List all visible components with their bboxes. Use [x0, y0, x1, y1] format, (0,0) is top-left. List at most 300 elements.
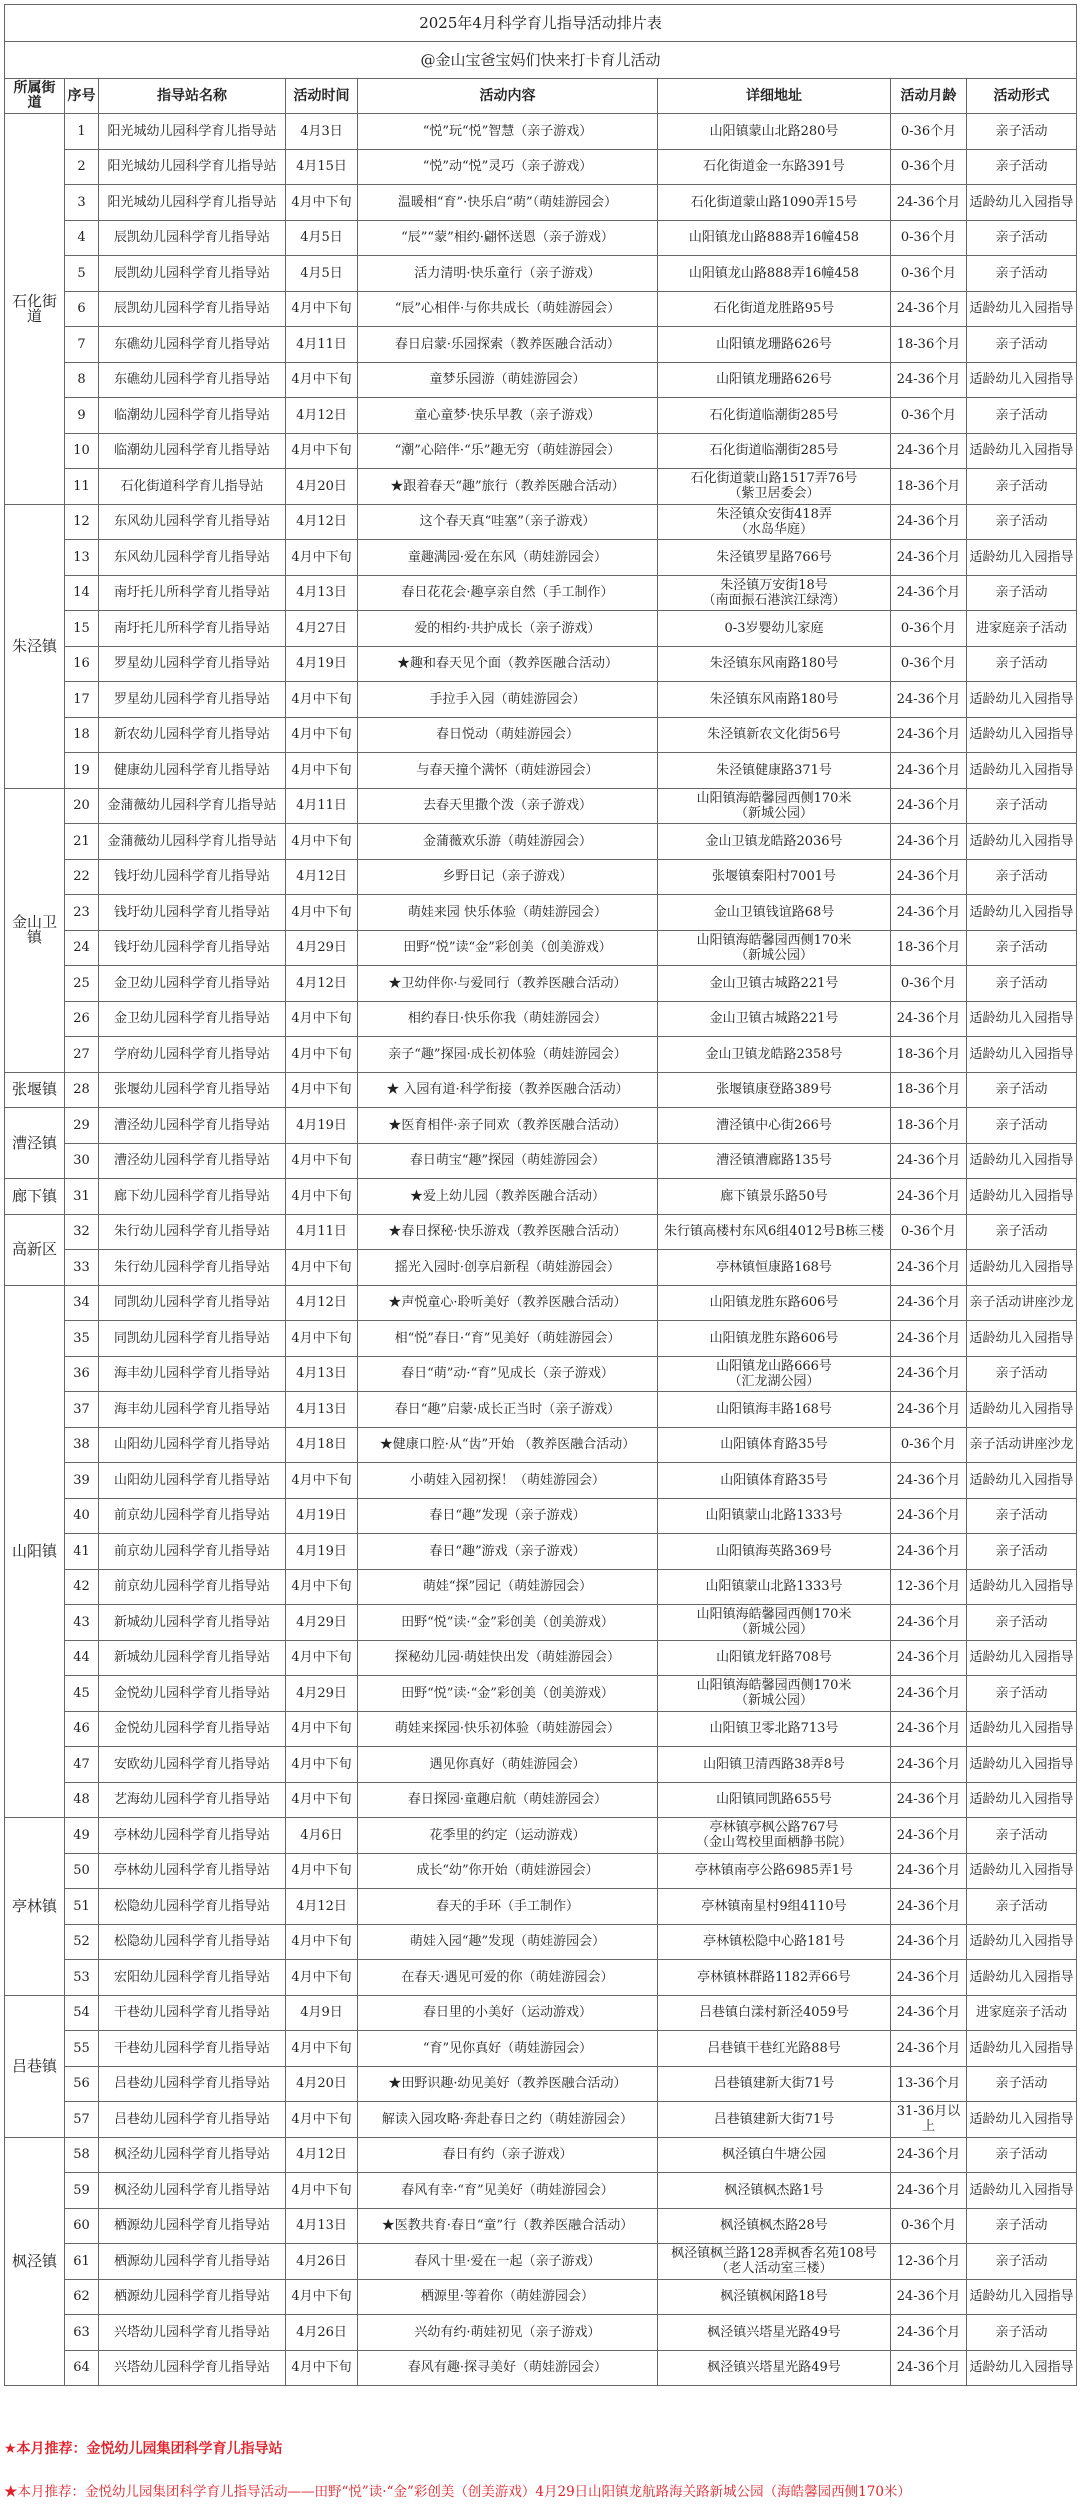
row-number: 1	[65, 114, 99, 150]
table-row	[5, 540, 1077, 576]
activity-content: 春日启蒙·乐园探索（教养医融合活动）	[358, 327, 658, 363]
activity-time: 4月29日	[286, 930, 358, 966]
address: 0-3岁婴幼儿家庭	[658, 611, 891, 647]
activity-time: 4月13日	[286, 2208, 358, 2244]
station-name: 海丰幼儿园科学育儿指导站	[99, 1392, 286, 1428]
street-cell: 吕巷镇	[5, 1995, 65, 2137]
activity-content: 春日“趣”游戏（亲子游戏）	[358, 1534, 658, 1570]
table-row	[5, 1605, 1077, 1641]
address: 山阳镇卫清西路38弄8号	[658, 1747, 891, 1783]
activity-content: 小萌娃入园初探！（萌娃游园会）	[358, 1463, 658, 1499]
activity-content: 爱的相约·共护成长（亲子游戏）	[358, 611, 658, 647]
address: 枫泾镇枫闲路18号	[658, 2279, 891, 2315]
activity-format: 适龄幼儿入园指导	[967, 185, 1077, 221]
table-row	[5, 1711, 1077, 1747]
age-range: 24-36个月	[891, 2279, 967, 2315]
recommend-detail: ★本月推荐：金悦幼儿园集团科学育儿指导活动——田野“悦”读·“金”彩创美（创美游戏）4月29日山阳镇龙航路海关路新城公园（海皓馨园西侧170米）	[4, 2484, 911, 2500]
table-row	[5, 2102, 1077, 2138]
street-cell: 朱泾镇	[5, 504, 65, 788]
address: 朱泾镇罗星路766号	[658, 540, 891, 576]
street-cell: 山阳镇	[5, 1285, 65, 1818]
address: 亭林镇亭枫公路767号 （金山驾校里面栖静书院）	[658, 1818, 891, 1854]
address: 朱泾镇万安街18号 （南面振石港滨江绿湾）	[658, 575, 891, 611]
age-range: 24-36个月	[891, 1676, 967, 1712]
column-header: 活动内容	[358, 79, 658, 114]
address: 亭林镇南亭公路6985弄1号	[658, 1853, 891, 1889]
station-name: 栖源幼儿园科学育儿指导站	[99, 2208, 286, 2244]
age-range: 24-36个月	[891, 1924, 967, 1960]
address: 张堰镇秦阳村7001号	[658, 859, 891, 895]
row-number: 16	[65, 646, 99, 682]
table-row	[5, 1001, 1077, 1037]
activity-format: 亲子活动	[967, 2244, 1077, 2280]
activity-content: 春日萌宝“趣”探园（萌娃游园会）	[358, 1143, 658, 1179]
activity-content: 春风十里·爱在一起（亲子游戏）	[358, 2244, 658, 2280]
table-row	[5, 1321, 1077, 1357]
activity-time: 4月11日	[286, 327, 358, 363]
activity-time: 4月中下旬	[286, 2350, 358, 2386]
address: 朱泾镇健康路371号	[658, 753, 891, 789]
activity-format: 亲子活动	[967, 2315, 1077, 2351]
address: 山阳镇海英路369号	[658, 1534, 891, 1570]
row-number: 64	[65, 2350, 99, 2386]
activity-format: 亲子活动	[967, 149, 1077, 185]
table-row	[5, 1143, 1077, 1179]
age-range: 24-36个月	[891, 1782, 967, 1818]
activity-format: 适龄幼儿入园指导	[967, 1711, 1077, 1747]
age-range: 18-36个月	[891, 930, 967, 966]
activity-content: 萌娃入园“趣”发现（萌娃游园会）	[358, 1924, 658, 1960]
table-row	[5, 646, 1077, 682]
row-number: 54	[65, 1995, 99, 2031]
row-number: 41	[65, 1534, 99, 1570]
age-range: 0-36个月	[891, 1214, 967, 1250]
address: 枫泾镇枫兰路128弄枫香名苑108号 （老人活动室三楼）	[658, 2244, 891, 2280]
row-number: 13	[65, 540, 99, 576]
table-row	[5, 1747, 1077, 1783]
row-number: 2	[65, 149, 99, 185]
station-name: 兴塔幼儿园科学育儿指导站	[99, 2350, 286, 2386]
activity-content: 栖源里·等着你（萌娃游园会）	[358, 2279, 658, 2315]
table-row	[5, 1356, 1077, 1392]
row-number: 63	[65, 2315, 99, 2351]
activity-format: 亲子活动	[967, 398, 1077, 434]
activity-time: 4月11日	[286, 788, 358, 824]
age-range: 24-36个月	[891, 1463, 967, 1499]
activity-time: 4月3日	[286, 114, 358, 150]
row-number: 29	[65, 1108, 99, 1144]
street-cell: 漕泾镇	[5, 1108, 65, 1179]
address: 石化街道龙胜路95号	[658, 291, 891, 327]
row-number: 31	[65, 1179, 99, 1215]
address: 金山卫镇古城路221号	[658, 966, 891, 1002]
station-name: 钱圩幼儿园科学育儿指导站	[99, 859, 286, 895]
activity-time: 4月26日	[286, 2315, 358, 2351]
table-row	[5, 1782, 1077, 1818]
activity-format: 亲子活动	[967, 859, 1077, 895]
activity-time: 4月5日	[286, 220, 358, 256]
row-number: 5	[65, 256, 99, 292]
table-row	[5, 824, 1077, 860]
activity-format: 适龄幼儿入园指导	[967, 1782, 1077, 1818]
address: 山阳镇龙胜东路606号	[658, 1321, 891, 1357]
activity-time: 4月13日	[286, 1356, 358, 1392]
table-row	[5, 575, 1077, 611]
age-range: 12-36个月	[891, 1569, 967, 1605]
activity-time: 4月中下旬	[286, 2279, 358, 2315]
activity-format: 适龄幼儿入园指导	[967, 2350, 1077, 2386]
station-name: 临潮幼儿园科学育儿指导站	[99, 433, 286, 469]
address: 枫泾镇兴塔星光路49号	[658, 2350, 891, 2386]
age-range: 24-36个月	[891, 1285, 967, 1321]
table-row	[5, 1108, 1077, 1144]
address: 金山卫镇古城路221号	[658, 1001, 891, 1037]
activity-format: 适龄幼儿入园指导	[967, 1143, 1077, 1179]
activity-format: 亲子活动	[967, 469, 1077, 505]
table-row	[5, 1995, 1077, 2031]
row-number: 20	[65, 788, 99, 824]
activity-time: 4月中下旬	[286, 1924, 358, 1960]
age-range: 24-36个月	[891, 1818, 967, 1854]
table-row	[5, 220, 1077, 256]
activity-content: 相约春日·快乐你我（萌娃游园会）	[358, 1001, 658, 1037]
activity-content: ★医育相伴·亲子同欢（教养医融合活动）	[358, 1108, 658, 1144]
activity-time: 4月12日	[286, 504, 358, 540]
address: 漕泾镇中心街266号	[658, 1108, 891, 1144]
activity-content: “育”见你真好（萌娃游园会）	[358, 2031, 658, 2067]
table-row	[5, 895, 1077, 931]
activity-time: 4月13日	[286, 575, 358, 611]
station-name: 枫泾幼儿园科学育儿指导站	[99, 2173, 286, 2209]
row-number: 30	[65, 1143, 99, 1179]
activity-content: 遇见你真好（萌娃游园会）	[358, 1747, 658, 1783]
age-range: 18-36个月	[891, 1072, 967, 1108]
station-name: 钱圩幼儿园科学育儿指导站	[99, 930, 286, 966]
activity-format: 适龄幼儿入园指导	[967, 2279, 1077, 2315]
station-name: 松隐幼儿园科学育儿指导站	[99, 1924, 286, 1960]
column-header: 所属街道	[5, 79, 65, 114]
table-row	[5, 966, 1077, 1002]
table-row	[5, 753, 1077, 789]
row-number: 8	[65, 362, 99, 398]
row-number: 49	[65, 1818, 99, 1854]
activity-content: 与春天撞个满怀（萌娃游园会）	[358, 753, 658, 789]
activity-time: 4月中下旬	[286, 1853, 358, 1889]
activity-time: 4月20日	[286, 2066, 358, 2102]
age-range: 24-36个月	[891, 1534, 967, 1570]
age-range: 18-36个月	[891, 327, 967, 363]
age-range: 0-36个月	[891, 1427, 967, 1463]
age-range: 24-36个月	[891, 1960, 967, 1996]
activity-content: 田野“悦”读·“金”彩创美（创美游戏）	[358, 1676, 658, 1712]
address: 山阳镇龙山路666号 （汇龙湖公园）	[658, 1356, 891, 1392]
age-range: 24-36个月	[891, 859, 967, 895]
table-row	[5, 930, 1077, 966]
station-name: 张堰幼儿园科学育儿指导站	[99, 1072, 286, 1108]
schedule-table	[4, 4, 1077, 2386]
activity-content: “悦”玩“悦”智慧（亲子游戏）	[358, 114, 658, 150]
activity-time: 4月27日	[286, 611, 358, 647]
address: 山阳镇海皓馨园西侧170米 （新城公园）	[658, 930, 891, 966]
station-name: 前京幼儿园科学育儿指导站	[99, 1534, 286, 1570]
activity-content: “辰”心相伴·与你共成长（萌娃游园会）	[358, 291, 658, 327]
activity-content: “辰”“蒙”相约·翩怀送恩（亲子游戏）	[358, 220, 658, 256]
age-range: 24-36个月	[891, 2350, 967, 2386]
activity-time: 4月中下旬	[286, 1747, 358, 1783]
activity-content: ★声悦童心·聆听美好（教养医融合活动）	[358, 1285, 658, 1321]
address: 漕泾镇漕廊路135号	[658, 1143, 891, 1179]
activity-content: 这个春天真“哇塞”（亲子游戏）	[358, 504, 658, 540]
activity-content: 春日“趣”发现（亲子游戏）	[358, 1498, 658, 1534]
age-range: 24-36个月	[891, 1853, 967, 1889]
address: 金山卫镇钱谊路68号	[658, 895, 891, 931]
row-number: 37	[65, 1392, 99, 1428]
row-number: 57	[65, 2102, 99, 2138]
activity-time: 4月19日	[286, 646, 358, 682]
activity-content: ★趣和春天见个面（教养医融合活动）	[358, 646, 658, 682]
activity-content: “潮”心陪伴·“乐”趣无穷（萌娃游园会）	[358, 433, 658, 469]
table-row	[5, 1037, 1077, 1073]
row-number: 7	[65, 327, 99, 363]
table-row	[5, 362, 1077, 398]
age-range: 24-36个月	[891, 1711, 967, 1747]
station-name: 辰凯幼儿园科学育儿指导站	[99, 220, 286, 256]
activity-format: 适龄幼儿入园指导	[967, 1392, 1077, 1428]
table-row	[5, 2350, 1077, 2386]
activity-content: 童心童梦·快乐早教（亲子游戏）	[358, 398, 658, 434]
address: 石化街道临潮街285号	[658, 398, 891, 434]
address: 山阳镇同凯路655号	[658, 1782, 891, 1818]
activity-format: 亲子活动	[967, 504, 1077, 540]
table-row	[5, 2066, 1077, 2102]
station-name: 栖源幼儿园科学育儿指导站	[99, 2279, 286, 2315]
row-number: 61	[65, 2244, 99, 2280]
address: 金山卫镇龙皓路2036号	[658, 824, 891, 860]
activity-content: 金蒲薇欢乐游（萌娃游园会）	[358, 824, 658, 860]
station-name: 漕泾幼儿园科学育儿指导站	[99, 1143, 286, 1179]
row-number: 9	[65, 398, 99, 434]
station-name: 栖源幼儿园科学育儿指导站	[99, 2244, 286, 2280]
row-number: 51	[65, 1889, 99, 1925]
station-name: 东礁幼儿园科学育儿指导站	[99, 362, 286, 398]
address: 朱行镇高楼村东风6组4012号B栋三楼	[658, 1214, 891, 1250]
row-number: 58	[65, 2137, 99, 2173]
activity-format: 适龄幼儿入园指导	[967, 1037, 1077, 1073]
table-row	[5, 2137, 1077, 2173]
table-row	[5, 1179, 1077, 1215]
age-range: 24-36个月	[891, 1143, 967, 1179]
station-name: 新城幼儿园科学育儿指导站	[99, 1605, 286, 1641]
row-number: 36	[65, 1356, 99, 1392]
age-range: 24-36个月	[891, 1321, 967, 1357]
row-number: 17	[65, 682, 99, 718]
station-name: 新城幼儿园科学育儿指导站	[99, 1640, 286, 1676]
address: 朱泾镇东风南路180号	[658, 646, 891, 682]
station-name: 亭林幼儿园科学育儿指导站	[99, 1818, 286, 1854]
column-header: 指导站名称	[99, 79, 286, 114]
address: 石化街道临潮街285号	[658, 433, 891, 469]
address: 山阳镇海皓馨园西侧170米 （新城公园）	[658, 788, 891, 824]
table-row	[5, 611, 1077, 647]
row-number: 33	[65, 1250, 99, 1286]
activity-content: 温暖相“育”·快乐启“萌”（萌娃游园会）	[358, 185, 658, 221]
table-row	[5, 1818, 1077, 1854]
row-number: 47	[65, 1747, 99, 1783]
activity-time: 4月中下旬	[286, 895, 358, 931]
table-row	[5, 504, 1077, 540]
activity-time: 4月中下旬	[286, 1072, 358, 1108]
activity-content: ★春日探秘·快乐游戏（教养医融合活动）	[358, 1214, 658, 1250]
activity-format: 适龄幼儿入园指导	[967, 824, 1077, 860]
station-name: 南圩托儿所科学育儿指导站	[99, 611, 286, 647]
activity-format: 适龄幼儿入园指导	[967, 895, 1077, 931]
address: 枫泾镇枫杰路1号	[658, 2173, 891, 2209]
row-number: 60	[65, 2208, 99, 2244]
table-row	[5, 1285, 1077, 1321]
activity-content: 春日“萌”动·“育”见成长（亲子游戏）	[358, 1356, 658, 1392]
station-name: 临潮幼儿园科学育儿指导站	[99, 398, 286, 434]
station-name: 石化街道科学育儿指导站	[99, 469, 286, 505]
age-range: 0-36个月	[891, 611, 967, 647]
station-name: 山阳幼儿园科学育儿指导站	[99, 1463, 286, 1499]
age-range: 0-36个月	[891, 149, 967, 185]
activity-format: 亲子活动	[967, 1889, 1077, 1925]
station-name: 前京幼儿园科学育儿指导站	[99, 1569, 286, 1605]
activity-format: 适龄幼儿入园指导	[967, 1321, 1077, 1357]
activity-time: 4月中下旬	[286, 717, 358, 753]
row-number: 43	[65, 1605, 99, 1641]
row-number: 48	[65, 1782, 99, 1818]
row-number: 26	[65, 1001, 99, 1037]
address: 山阳镇海皓馨园西侧170米 （新城公园）	[658, 1605, 891, 1641]
row-number: 25	[65, 966, 99, 1002]
activity-format: 适龄幼儿入园指导	[967, 753, 1077, 789]
activity-content: 童梦乐园游（萌娃游园会）	[358, 362, 658, 398]
activity-format: 亲子活动	[967, 788, 1077, 824]
activity-format: 亲子活动	[967, 220, 1077, 256]
recommend-title: ★本月推荐：金悦幼儿园集团科学育儿指导站	[4, 2441, 283, 2457]
age-range: 24-36个月	[891, 682, 967, 718]
station-name: 朱行幼儿园科学育儿指导站	[99, 1250, 286, 1286]
activity-format: 适龄幼儿入园指导	[967, 2102, 1077, 2138]
activity-format: 亲子活动	[967, 114, 1077, 150]
age-range: 24-36个月	[891, 575, 967, 611]
table-row	[5, 1640, 1077, 1676]
table-row	[5, 1924, 1077, 1960]
activity-content: 春日探园·童趣启航（萌娃游园会）	[358, 1782, 658, 1818]
address: 山阳镇海丰路168号	[658, 1392, 891, 1428]
activity-content: ★健康口腔·从“齿”开始 （教养医融合活动）	[358, 1427, 658, 1463]
activity-format: 适龄幼儿入园指导	[967, 717, 1077, 753]
row-number: 11	[65, 469, 99, 505]
age-range: 24-36个月	[891, 1179, 967, 1215]
activity-content: ★医教共育·春日“童”行（教养医融合活动）	[358, 2208, 658, 2244]
activity-format: 亲子活动	[967, 575, 1077, 611]
activity-format: 亲子活动	[967, 646, 1077, 682]
activity-time: 4月中下旬	[286, 291, 358, 327]
row-number: 27	[65, 1037, 99, 1073]
address: 枫泾镇枫杰路28号	[658, 2208, 891, 2244]
activity-time: 4月6日	[286, 1818, 358, 1854]
activity-content: 活力清明·快乐童行（亲子游戏）	[358, 256, 658, 292]
table-row	[5, 1214, 1077, 1250]
age-range: 24-36个月	[891, 2031, 967, 2067]
station-name: 南圩托儿所科学育儿指导站	[99, 575, 286, 611]
age-range: 24-36个月	[891, 1392, 967, 1428]
station-name: 干巷幼儿园科学育儿指导站	[99, 1995, 286, 2031]
row-number: 50	[65, 1853, 99, 1889]
activity-content: 萌娃来园 快乐体验（萌娃游园会）	[358, 895, 658, 931]
activity-time: 4月12日	[286, 966, 358, 1002]
activity-format: 亲子活动	[967, 1214, 1077, 1250]
station-name: 钱圩幼儿园科学育儿指导站	[99, 895, 286, 931]
activity-time: 4月12日	[286, 1889, 358, 1925]
table-row	[5, 1463, 1077, 1499]
activity-time: 4月中下旬	[286, 433, 358, 469]
row-number: 34	[65, 1285, 99, 1321]
activity-format: 进家庭亲子活动	[967, 1995, 1077, 2031]
station-name: 吕巷幼儿园科学育儿指导站	[99, 2066, 286, 2102]
station-name: 东风幼儿园科学育儿指导站	[99, 540, 286, 576]
row-number: 21	[65, 824, 99, 860]
column-header: 详细地址	[658, 79, 891, 114]
table-row	[5, 327, 1077, 363]
street-cell: 石化街道	[5, 114, 65, 505]
station-name: 前京幼儿园科学育儿指导站	[99, 1498, 286, 1534]
activity-time: 4月19日	[286, 1534, 358, 1570]
station-name: 枫泾幼儿园科学育儿指导站	[99, 2137, 286, 2173]
age-range: 24-36个月	[891, 1889, 967, 1925]
station-name: 阳光城幼儿园科学育儿指导站	[99, 114, 286, 150]
street-cell: 亭林镇	[5, 1818, 65, 1996]
activity-content: 春日里的小美好（运动游戏）	[358, 1995, 658, 2031]
table-row	[5, 788, 1077, 824]
table-row	[5, 2315, 1077, 2351]
activity-content: 亲子“趣”探园·成长初体验（萌娃游园会）	[358, 1037, 658, 1073]
station-name: 新农幼儿园科学育儿指导站	[99, 717, 286, 753]
row-number: 62	[65, 2279, 99, 2315]
age-range: 24-36个月	[891, 824, 967, 860]
activity-time: 4月中下旬	[286, 1321, 358, 1357]
activity-time: 4月中下旬	[286, 540, 358, 576]
age-range: 24-36个月	[891, 788, 967, 824]
station-name: 宏阳幼儿园科学育儿指导站	[99, 1960, 286, 1996]
row-number: 42	[65, 1569, 99, 1605]
activity-format: 适龄幼儿入园指导	[967, 540, 1077, 576]
street-cell: 高新区	[5, 1214, 65, 1285]
row-number: 18	[65, 717, 99, 753]
activity-time: 4月19日	[286, 1108, 358, 1144]
activity-time: 4月中下旬	[286, 682, 358, 718]
activity-time: 4月18日	[286, 1427, 358, 1463]
activity-format: 亲子活动	[967, 1072, 1077, 1108]
activity-content: 童趣满园·爱在东风（萌娃游园会）	[358, 540, 658, 576]
age-range: 0-36个月	[891, 646, 967, 682]
column-header: 活动时间	[286, 79, 358, 114]
row-number: 12	[65, 504, 99, 540]
station-name: 艺海幼儿园科学育儿指导站	[99, 1782, 286, 1818]
station-name: 海丰幼儿园科学育儿指导站	[99, 1356, 286, 1392]
page-title: 2025年4月科学育儿指导活动排片表	[5, 5, 1077, 42]
age-range: 24-36个月	[891, 2137, 967, 2173]
activity-content: 在春天·遇见可爱的你（萌娃游园会）	[358, 1960, 658, 1996]
activity-time: 4月中下旬	[286, 1782, 358, 1818]
activity-time: 4月15日	[286, 149, 358, 185]
activity-content: 春日悦动（萌娃游园会）	[358, 717, 658, 753]
activity-content: 探秘幼儿园·萌娃快出发（萌娃游园会）	[358, 1640, 658, 1676]
activity-content: 花季里的约定（运动游戏）	[358, 1818, 658, 1854]
age-range: 0-36个月	[891, 220, 967, 256]
